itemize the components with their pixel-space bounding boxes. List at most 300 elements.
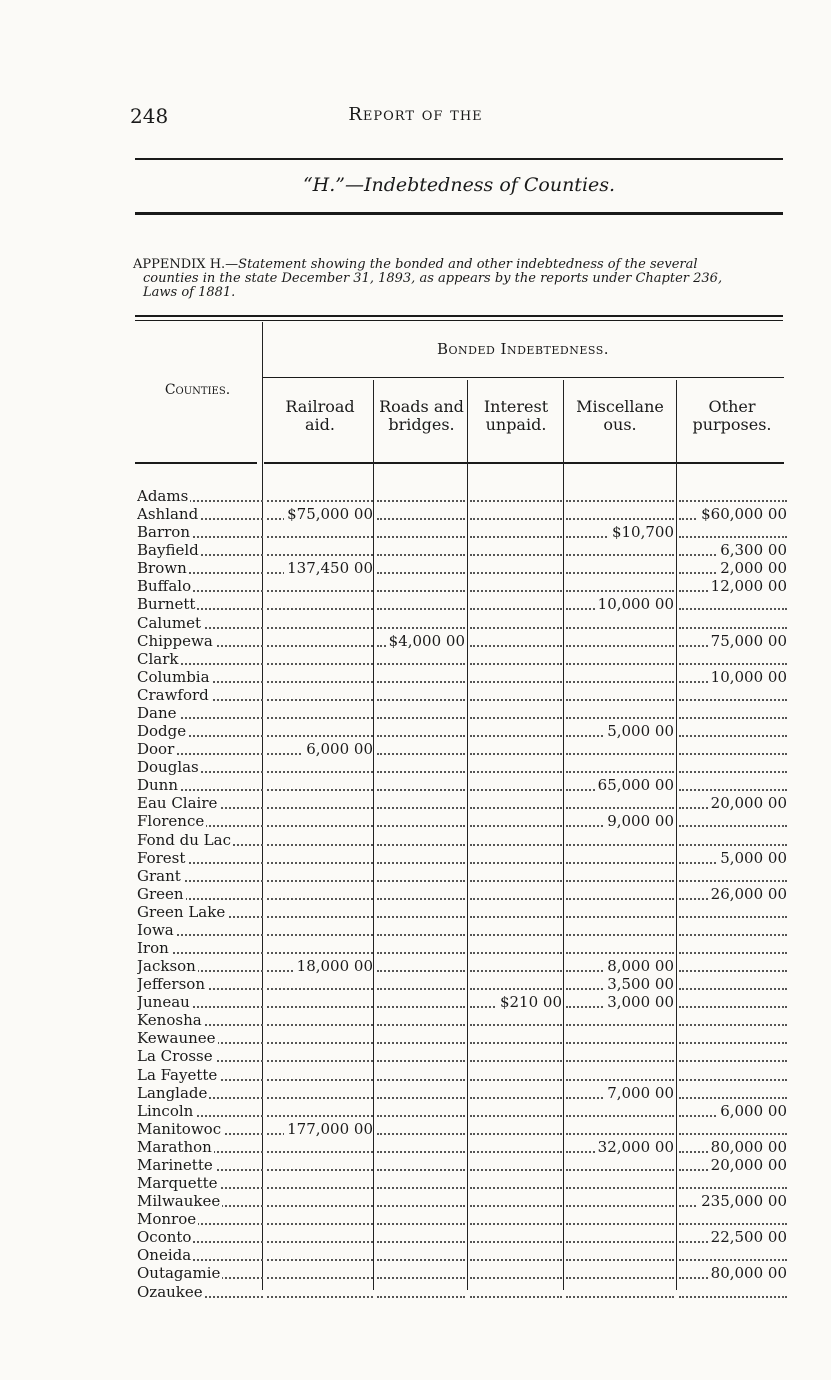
amount: 3,500 00 (604, 975, 674, 993)
leader-dots (566, 1223, 674, 1225)
value-cell (679, 614, 787, 632)
leader-dots (377, 1205, 465, 1207)
leader-dots (566, 807, 674, 809)
county-name: Door (137, 740, 175, 759)
leader-dots (377, 952, 465, 954)
value-cell (267, 903, 373, 921)
top-rule (135, 158, 783, 160)
leader-dots (470, 916, 562, 918)
amount: 137,450 00 (284, 559, 373, 577)
leader-dots (377, 1259, 465, 1261)
value-cell (566, 957, 674, 975)
amount: 6,000 00 (303, 740, 373, 758)
leader-dots (470, 1277, 562, 1279)
value-cell (470, 1084, 562, 1102)
value-cell (377, 1066, 465, 1084)
value-cell (470, 1102, 562, 1120)
leader-dots (377, 898, 465, 900)
value-cell (470, 614, 562, 632)
leader-dots (679, 988, 787, 990)
leader-dots (679, 1259, 787, 1261)
value-cell (267, 1246, 373, 1264)
table-row (0, 559, 831, 577)
value-cell (679, 541, 787, 559)
value-cell (470, 1066, 562, 1084)
amount: 3,000 00 (604, 993, 674, 1011)
leader-dots (377, 627, 465, 629)
value-cell (566, 975, 674, 993)
value-cell (377, 957, 465, 975)
leader-dots (470, 952, 562, 954)
county-name-cell (137, 1066, 263, 1084)
leader-dots (267, 988, 373, 990)
leader-dots (566, 663, 674, 665)
leader-dots (679, 1024, 787, 1026)
leader-dots (679, 753, 787, 755)
leader-dots (377, 681, 465, 683)
caption-line-3: Laws of 1881. (143, 285, 236, 300)
value-cell (679, 1210, 787, 1228)
leader-dots (566, 717, 674, 719)
group-header-underline (262, 377, 784, 378)
value-cell (679, 758, 787, 776)
column-header-misc-line1: Miscellane (576, 397, 664, 416)
county-name: Green (137, 884, 184, 903)
county-name: Iron (137, 939, 169, 957)
amount: 5,000 00 (717, 849, 787, 867)
leader-dots (566, 1259, 674, 1261)
county-name: Oneida (137, 1246, 192, 1265)
value-cell (267, 632, 373, 650)
leader-dots (267, 844, 373, 846)
leader-dots (566, 916, 674, 918)
table-row (0, 686, 831, 704)
leader-dots (566, 880, 674, 882)
table-top-rule-2 (135, 320, 783, 321)
column-header-other-line2: purposes. (692, 415, 772, 434)
leader-dots (566, 590, 674, 592)
county-name-cell (137, 523, 263, 541)
leader-dots (470, 627, 562, 629)
value-cell (679, 487, 787, 505)
value-cell (267, 505, 373, 523)
value-cell (679, 957, 787, 975)
leader-dots (679, 1187, 787, 1189)
table-row (0, 1210, 831, 1228)
caption-lead: APPENDIX H.— (133, 257, 239, 272)
value-cell (566, 758, 674, 776)
value-cell (679, 632, 787, 650)
county-name: Brown (137, 559, 187, 578)
leader-dots (267, 1259, 373, 1261)
value-cell (377, 541, 465, 559)
county-name: Marathon (137, 1137, 212, 1156)
value-cell (377, 704, 465, 722)
value-cell (470, 921, 562, 939)
leader-dots (566, 862, 674, 864)
leader-dots (267, 1006, 373, 1008)
leader-dots (267, 608, 373, 610)
value-cell (566, 614, 674, 632)
value-cell (377, 776, 465, 794)
value-cell (267, 921, 373, 939)
value-cell (566, 1047, 674, 1065)
county-name: Green Lake (137, 902, 226, 921)
value-cell (470, 1210, 562, 1228)
value-cell (377, 595, 465, 613)
county-name-cell (137, 1011, 263, 1029)
value-cell (470, 1011, 562, 1029)
leader-dots (267, 1296, 373, 1298)
leader-dots (377, 699, 465, 701)
county-name: Manitowoc (137, 1119, 222, 1138)
value-cell (566, 1138, 674, 1156)
leader-dots (566, 1187, 674, 1189)
leader-dots (566, 1205, 674, 1207)
leader-dots (377, 1006, 465, 1008)
county-name: Monroe (137, 1210, 197, 1229)
value-cell (679, 559, 787, 577)
value-cell (679, 1174, 787, 1192)
table-row (0, 957, 831, 975)
value-cell (470, 595, 562, 613)
value-cell (470, 1029, 562, 1047)
value-cell (679, 867, 787, 885)
county-name-cell (137, 1210, 263, 1228)
value-cell (679, 794, 787, 812)
leader-dots (267, 934, 373, 936)
leader-dots (267, 1079, 373, 1081)
leader-dots (679, 1079, 787, 1081)
value-cell (377, 1102, 465, 1120)
amount: 10,000 00 (708, 668, 787, 686)
value-cell (377, 939, 465, 957)
county-name: Lincoln (137, 1101, 194, 1120)
leader-dots (470, 518, 562, 520)
leader-dots (470, 735, 562, 737)
value-cell (470, 975, 562, 993)
value-cell (679, 1011, 787, 1029)
value-cell (267, 957, 373, 975)
value-cell (679, 1156, 787, 1174)
value-cell (470, 1120, 562, 1138)
county-name-cell (137, 1246, 263, 1264)
leader-dots (377, 970, 465, 972)
leader-dots (377, 1115, 465, 1117)
value-cell (267, 577, 373, 595)
leader-dots (377, 663, 465, 665)
leader-dots (377, 1187, 465, 1189)
county-name: Columbia (137, 667, 210, 686)
value-cell (679, 885, 787, 903)
leader-dots (377, 1097, 465, 1099)
leader-dots (377, 771, 465, 773)
leader-dots (470, 590, 562, 592)
leader-dots (470, 970, 562, 972)
value-cell (377, 1138, 465, 1156)
county-name: La Fayette (137, 1065, 218, 1084)
amount: 7,000 00 (604, 1084, 674, 1102)
county-name-cell (137, 812, 263, 830)
value-cell (377, 1047, 465, 1065)
leader-dots (679, 844, 787, 846)
leader-dots (566, 1024, 674, 1026)
value-cell (267, 849, 373, 867)
table-row (0, 650, 831, 668)
county-name-cell (137, 867, 263, 885)
value-cell (267, 1228, 373, 1246)
county-name: Iowa (137, 920, 174, 939)
leader-dots (679, 500, 787, 502)
table-row (0, 1102, 831, 1120)
county-name: Barron (137, 523, 190, 542)
leader-dots (377, 844, 465, 846)
value-cell (377, 831, 465, 849)
leader-dots (566, 771, 674, 773)
leader-dots (470, 663, 562, 665)
value-cell (566, 595, 674, 613)
value-cell (470, 903, 562, 921)
county-name-cell (137, 632, 263, 650)
value-cell (377, 722, 465, 740)
header-underline-columns (264, 462, 784, 464)
amount: $4,000 00 (386, 632, 465, 650)
value-cell (267, 686, 373, 704)
column-header-railroad-line1: Railroad (285, 397, 355, 416)
county-name-cell (137, 957, 263, 975)
value-cell (566, 1228, 674, 1246)
value-cell (267, 1210, 373, 1228)
value-cell (377, 1192, 465, 1210)
table-row (0, 867, 831, 885)
county-name-cell (137, 686, 263, 704)
value-cell (267, 541, 373, 559)
leader-dots (470, 1060, 562, 1062)
value-cell (470, 885, 562, 903)
value-cell (377, 1264, 465, 1282)
value-cell (679, 1246, 787, 1264)
leader-dots (679, 880, 787, 882)
county-name-cell (137, 758, 263, 776)
leader-dots (267, 717, 373, 719)
value-cell (679, 1047, 787, 1065)
leader-dots (267, 1042, 373, 1044)
leader-dots (679, 663, 787, 665)
leader-dots (566, 645, 674, 647)
amount: 80,000 00 (708, 1264, 787, 1282)
table-row (0, 993, 831, 1011)
section-rule (135, 212, 783, 215)
leader-dots (470, 1169, 562, 1171)
amount: 20,000 00 (708, 1156, 787, 1174)
leader-dots (377, 608, 465, 610)
value-cell (377, 668, 465, 686)
value-cell (377, 614, 465, 632)
leader-dots (566, 627, 674, 629)
table-row (0, 722, 831, 740)
leader-dots (470, 753, 562, 755)
table-row (0, 487, 831, 505)
leader-dots (679, 789, 787, 791)
value-cell (377, 1084, 465, 1102)
leader-dots (267, 590, 373, 592)
column-header-interest (468, 398, 564, 434)
leader-dots (679, 952, 787, 954)
leader-dots (377, 1042, 465, 1044)
leader-dots (267, 1060, 373, 1062)
county-name-cell (137, 921, 263, 939)
leader-dots (470, 1115, 562, 1117)
value-cell (377, 1156, 465, 1174)
value-cell (566, 1120, 674, 1138)
value-cell (566, 849, 674, 867)
value-cell (470, 812, 562, 830)
amount: 5,000 00 (604, 722, 674, 740)
leader-dots (267, 771, 373, 773)
leader-dots (679, 536, 787, 538)
table-row (0, 704, 831, 722)
value-cell (377, 1210, 465, 1228)
leader-dots (470, 988, 562, 990)
leader-dots (566, 898, 674, 900)
value-cell (377, 577, 465, 595)
value-cell (267, 1138, 373, 1156)
county-name: Dunn (137, 776, 179, 795)
leader-dots (566, 500, 674, 502)
column-header-roads-line2: bridges. (388, 415, 455, 434)
value-cell (267, 740, 373, 758)
leader-dots (566, 844, 674, 846)
leader-dots (267, 898, 373, 900)
caption-line-1: Statement showing the bonded and other indebtedness of the several (238, 257, 698, 272)
leader-dots (267, 952, 373, 954)
table-row (0, 577, 831, 595)
column-header-roads (375, 398, 468, 434)
value-cell (679, 1228, 787, 1246)
county-name-cell (137, 1156, 263, 1174)
value-cell (566, 1102, 674, 1120)
leader-dots (470, 1187, 562, 1189)
table-row (0, 1084, 831, 1102)
leader-dots (679, 1133, 787, 1135)
value-cell (566, 867, 674, 885)
value-cell (470, 993, 562, 1011)
value-cell (679, 849, 787, 867)
county-name: Langlade (137, 1083, 208, 1102)
county-name: Oconto (137, 1228, 192, 1247)
leader-dots (566, 1133, 674, 1135)
table-row (0, 1174, 831, 1192)
value-cell (377, 487, 465, 505)
county-name-cell (137, 541, 263, 559)
table-top-rule-1 (135, 315, 783, 317)
leader-dots (470, 717, 562, 719)
value-cell (377, 903, 465, 921)
county-name-cell (137, 1084, 263, 1102)
value-cell (679, 831, 787, 849)
value-cell (679, 1264, 787, 1282)
value-cell (566, 632, 674, 650)
county-name: Jackson (137, 957, 196, 976)
amount: 18,000 00 (294, 957, 373, 975)
header-underline-counties (135, 462, 257, 464)
value-cell (267, 722, 373, 740)
value-cell (267, 758, 373, 776)
value-cell (679, 505, 787, 523)
leader-dots (679, 1097, 787, 1099)
table-row (0, 614, 831, 632)
county-name: Kenosha (137, 1011, 202, 1030)
county-name-cell (137, 1283, 263, 1301)
leader-dots (267, 1241, 373, 1243)
value-cell (566, 487, 674, 505)
value-cell (267, 939, 373, 957)
leader-dots (267, 880, 373, 882)
county-name: Ozaukee (137, 1282, 203, 1301)
table-row (0, 1228, 831, 1246)
value-cell (470, 1228, 562, 1246)
table-row (0, 595, 831, 613)
county-name: Chippewa (137, 631, 213, 650)
table-row (0, 1011, 831, 1029)
county-name: Florence (137, 812, 205, 831)
value-cell (679, 1102, 787, 1120)
value-cell (267, 668, 373, 686)
table-row (0, 1283, 831, 1301)
value-cell (566, 1156, 674, 1174)
value-cell (470, 1047, 562, 1065)
leader-dots (377, 1079, 465, 1081)
table-row (0, 1138, 831, 1156)
leader-dots (679, 825, 787, 827)
value-cell (566, 921, 674, 939)
leader-dots (470, 1024, 562, 1026)
leader-dots (470, 1151, 562, 1153)
leader-dots (566, 1296, 674, 1298)
leader-dots (267, 681, 373, 683)
value-cell (566, 831, 674, 849)
amount: 20,000 00 (708, 794, 787, 812)
value-cell (267, 975, 373, 993)
column-header-interest-line1: Interest (483, 397, 549, 416)
value-cell (566, 1246, 674, 1264)
leader-dots (470, 934, 562, 936)
value-cell (470, 650, 562, 668)
leader-dots (470, 1296, 562, 1298)
county-name-cell (137, 668, 263, 686)
leader-dots (470, 1259, 562, 1261)
county-name: Crawford (137, 685, 209, 704)
leader-dots (377, 825, 465, 827)
county-name-cell (137, 614, 263, 632)
county-name: Douglas (137, 758, 199, 777)
value-cell (470, 487, 562, 505)
value-cell (470, 1246, 562, 1264)
value-cell (377, 1246, 465, 1264)
value-cell (679, 650, 787, 668)
county-name-cell (137, 722, 263, 740)
column-header-other (677, 398, 787, 434)
leader-dots (267, 554, 373, 556)
value-cell (267, 1011, 373, 1029)
table-row (0, 831, 831, 849)
value-cell (377, 921, 465, 939)
county-name: Juneau (137, 993, 190, 1012)
value-cell (566, 1084, 674, 1102)
table-row (0, 740, 831, 758)
value-cell (566, 1066, 674, 1084)
amount: 6,300 00 (717, 541, 787, 559)
